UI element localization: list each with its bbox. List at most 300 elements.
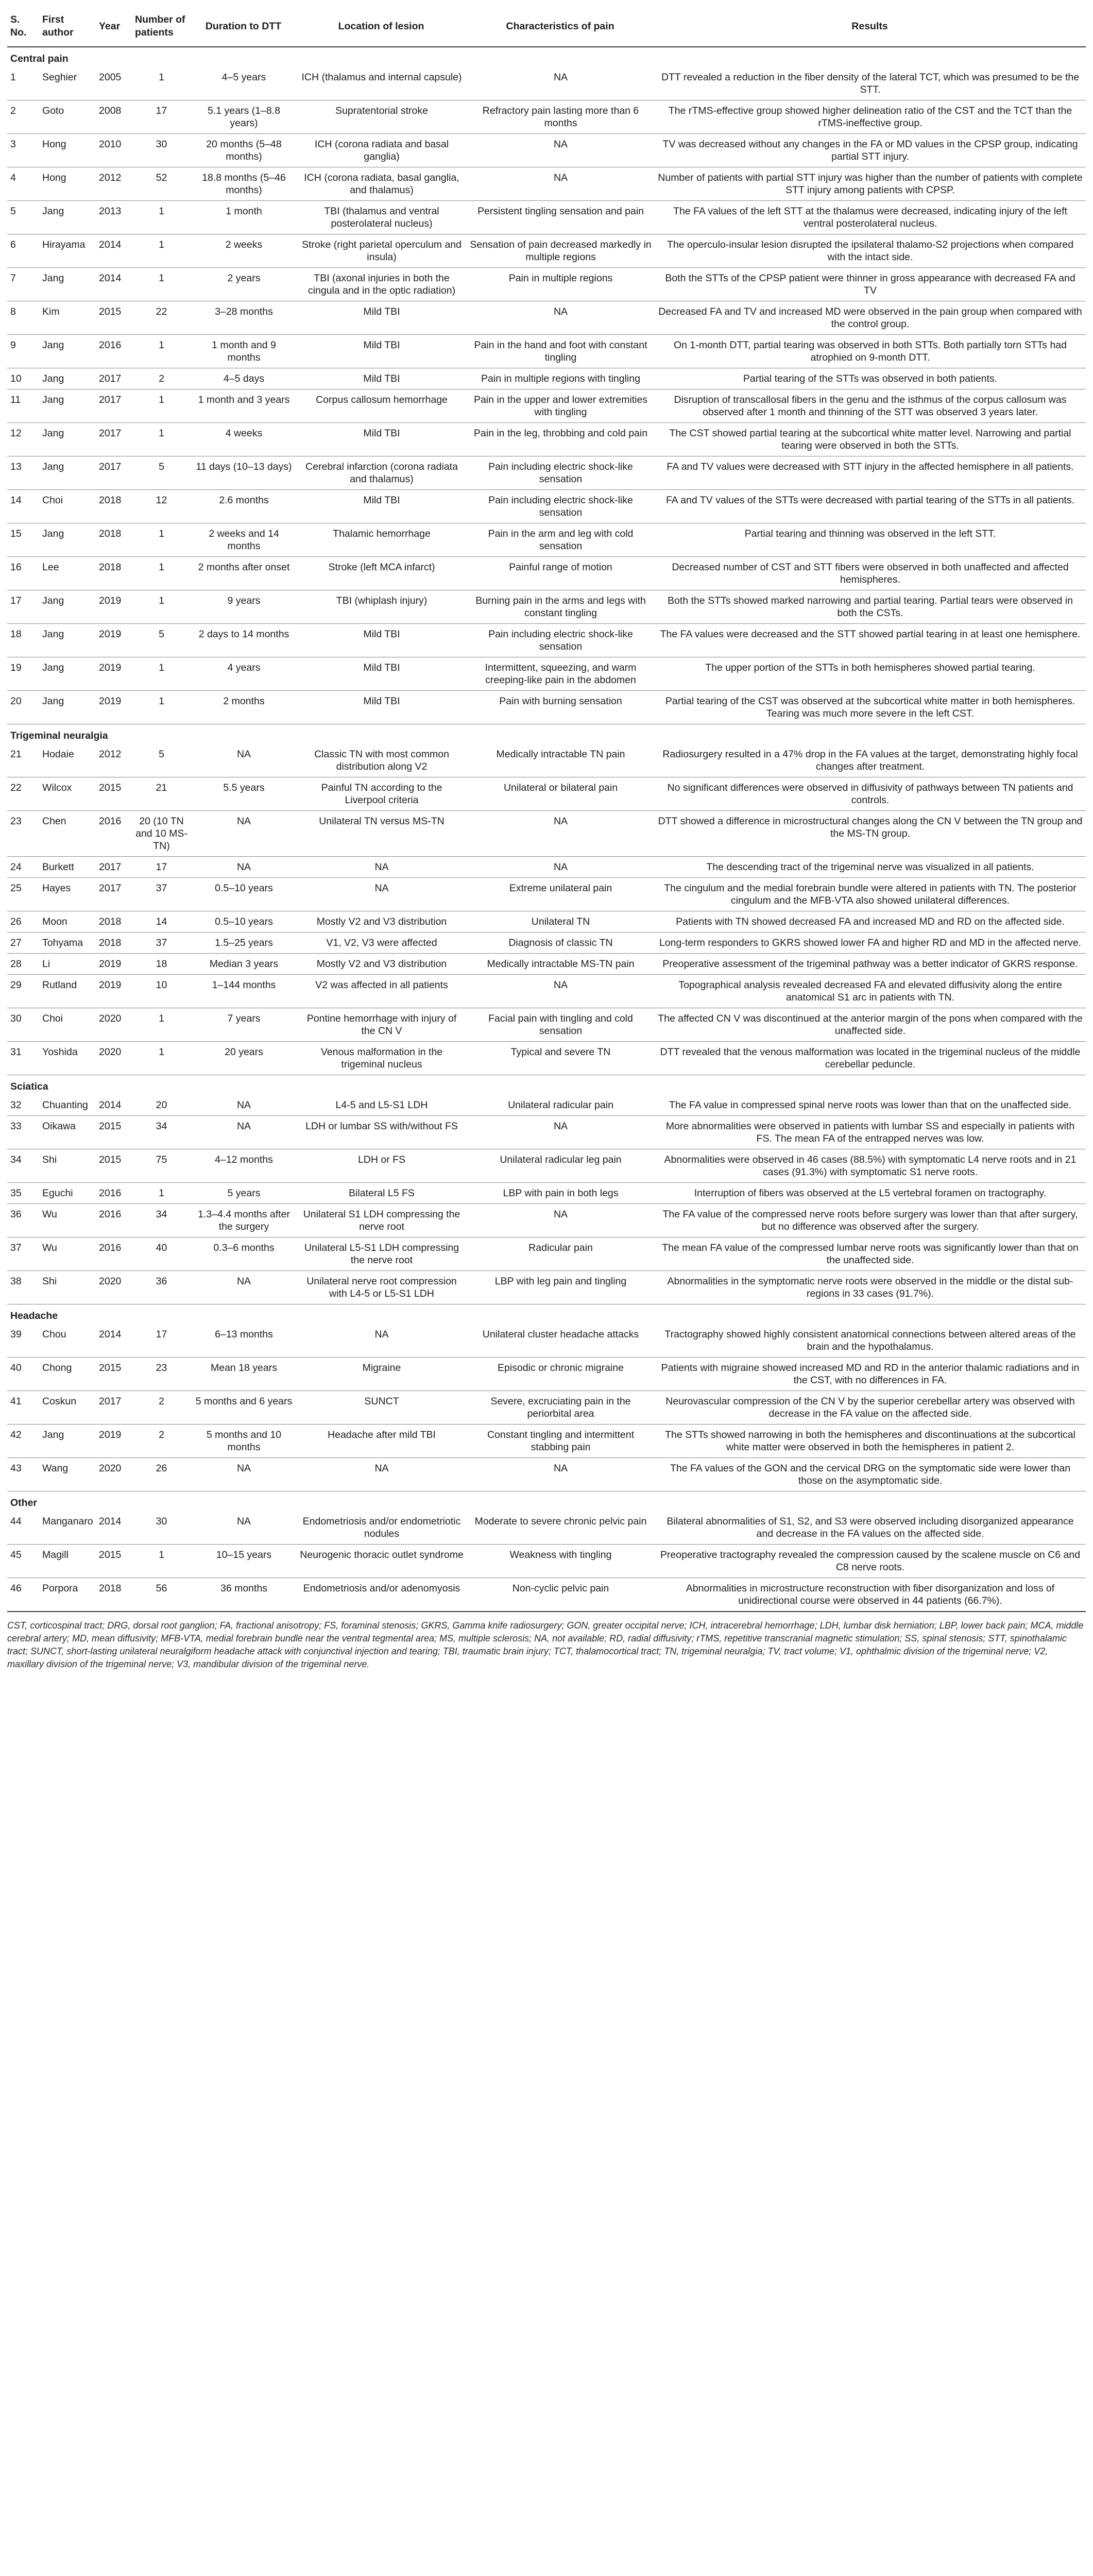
cell-characteristics: NA [467, 1458, 655, 1492]
cell-sno: 30 [7, 1008, 39, 1042]
cell-characteristics: Intermittent, squeezing, and warm creeping-like pain in the abdomen [467, 657, 655, 691]
cell-location: Mild TBI [297, 657, 467, 691]
cell-location: NA [297, 878, 467, 911]
cell-results: No significant differences were observed in diffusivity of pathways between TN patients and controls. [655, 777, 1086, 811]
table-row [7, 1324, 1086, 1358]
cell-first-author: Jang [39, 590, 96, 624]
cell-results: The CST showed partial tearing at the subcortical white matter level. Narrowing and partial tearing were observed in both the STTs. [655, 423, 1086, 456]
cell-duration: 1 month and 9 months [191, 335, 297, 368]
cell-sno: 25 [7, 878, 39, 911]
cell-number-of-patients: 34 [132, 1116, 191, 1149]
section-title: Central pain [10, 53, 69, 64]
cell-duration: 2.6 months [191, 490, 297, 523]
cell-results: Topographical analysis revealed decreased FA and elevated diffusivity along the entire anatomical S1 arc in patients with TN. [655, 975, 1086, 1008]
cell-sno: 22 [7, 777, 39, 811]
cell-number-of-patients: 2 [132, 368, 191, 389]
table-row [7, 67, 1086, 100]
cell-results: The descending tract of the trigeminal nerve was visualized in all patients. [655, 857, 1086, 878]
cell-sno: 2 [7, 100, 39, 134]
cell-year: 2019 [96, 1425, 132, 1458]
cell-first-author: Oikawa [39, 1116, 96, 1149]
cell-year: 2015 [96, 1116, 132, 1149]
cell-duration: 18.8 months (5–46 months) [191, 167, 297, 201]
cell-number-of-patients: 1 [132, 590, 191, 624]
cell-characteristics: Pain including electric shock-like sensation [467, 456, 655, 490]
cell-first-author: Rutland [39, 975, 96, 1008]
cell-location: Unilateral TN versus MS-TN [297, 811, 467, 857]
cell-results: Preoperative tractography revealed the compression caused by the scalene muscle on C6 and C8 nerve roots. [655, 1545, 1086, 1578]
cell-duration: 10–15 years [191, 1545, 297, 1578]
table-row [7, 268, 1086, 301]
cell-year: 2017 [96, 878, 132, 911]
section-title: Headache [10, 1310, 58, 1321]
cell-results: Preoperative assessment of the trigeminal pathway was a better indicator of GKRS response. [655, 954, 1086, 975]
table-row [7, 744, 1086, 777]
cell-location: Mostly V2 and V3 distribution [297, 954, 467, 975]
cell-location: TBI (whiplash injury) [297, 590, 467, 624]
cell-sno: 32 [7, 1095, 39, 1116]
cell-number-of-patients: 21 [132, 777, 191, 811]
cell-results: Patients with TN showed decreased FA and increased MD and RD on the affected side. [655, 911, 1086, 933]
cell-location: Stroke (left MCA infarct) [297, 557, 467, 590]
table-row [7, 301, 1086, 335]
cell-duration: 1.5–25 years [191, 933, 297, 954]
cell-duration: NA [191, 1458, 297, 1492]
cell-characteristics: LBP with pain in both legs [467, 1183, 655, 1204]
cell-location: Supratentorial stroke [297, 100, 467, 134]
cell-results: Tractography showed highly consistent anatomical connections between altered areas of the brain and the hypothalamus. [655, 1324, 1086, 1358]
cell-characteristics: Pain in the hand and foot with constant tingling [467, 335, 655, 368]
cell-duration: 5.1 years (1–8.8 years) [191, 100, 297, 134]
table-row [7, 975, 1086, 1008]
cell-location: Unilateral L5-S1 LDH compressing the nerve root [297, 1238, 467, 1271]
cell-year: 2017 [96, 389, 132, 423]
cell-duration: 4 years [191, 657, 297, 691]
table-row [7, 1095, 1086, 1116]
section-header-row [7, 1304, 1086, 1325]
cell-number-of-patients: 30 [132, 134, 191, 167]
cell-number-of-patients: 17 [132, 1324, 191, 1358]
table-row [7, 523, 1086, 557]
cell-sno: 36 [7, 1204, 39, 1238]
cell-year: 2008 [96, 100, 132, 134]
table-row [7, 857, 1086, 878]
cell-first-author: Manganaro [39, 1511, 96, 1545]
cell-characteristics: Pain including electric shock-like sensation [467, 490, 655, 523]
cell-duration: Median 3 years [191, 954, 297, 975]
cell-duration: 3–28 months [191, 301, 297, 335]
cell-sno: 11 [7, 389, 39, 423]
cell-year: 2014 [96, 268, 132, 301]
dtt-studies-table [7, 6, 1086, 1612]
section-title: Other [10, 1497, 38, 1509]
cell-location: Cerebral infarction (corona radiata and thalamus) [297, 456, 467, 490]
cell-results: The operculo-insular lesion disrupted the ipsilateral thalamo-S2 projections when compared with the intact side. [655, 234, 1086, 268]
cell-first-author: Tohyama [39, 933, 96, 954]
cell-characteristics: Weakness with tingling [467, 1545, 655, 1578]
cell-duration: NA [191, 1271, 297, 1304]
cell-duration: 4–5 years [191, 67, 297, 100]
table-row [7, 1425, 1086, 1458]
cell-first-author: Hirayama [39, 234, 96, 268]
cell-sno: 4 [7, 167, 39, 201]
cell-characteristics: Burning pain in the arms and legs with constant tingling [467, 590, 655, 624]
cell-characteristics: NA [467, 857, 655, 878]
table-row [7, 1183, 1086, 1204]
cell-number-of-patients: 23 [132, 1358, 191, 1391]
cell-duration: 1.3–4.4 months after the surgery [191, 1204, 297, 1238]
cell-year: 2016 [96, 1183, 132, 1204]
cell-first-author: Lee [39, 557, 96, 590]
cell-characteristics: NA [467, 134, 655, 167]
cell-number-of-patients: 1 [132, 557, 191, 590]
cell-results: Interruption of fibers was observed at the L5 vertebral foramen on tractography. [655, 1183, 1086, 1204]
cell-location: ICH (thalamus and internal capsule) [297, 67, 467, 100]
cell-number-of-patients: 1 [132, 67, 191, 100]
cell-first-author: Jang [39, 368, 96, 389]
cell-location: ICH (corona radiata and basal ganglia) [297, 134, 467, 167]
cell-location: Stroke (right parietal operculum and insula) [297, 234, 467, 268]
cell-sno: 19 [7, 657, 39, 691]
table-row [7, 368, 1086, 389]
cell-sno: 46 [7, 1578, 39, 1612]
cell-results: The FA values were decreased and the STT showed partial tearing in at least one hemisphere. [655, 624, 1086, 657]
cell-first-author: Choi [39, 490, 96, 523]
cell-year: 2019 [96, 975, 132, 1008]
table-row [7, 590, 1086, 624]
cell-year: 2019 [96, 590, 132, 624]
cell-characteristics: Persistent tingling sensation and pain [467, 201, 655, 234]
col-header-sno: S. No. [7, 6, 39, 47]
cell-first-author: Chen [39, 811, 96, 857]
cell-sno: 3 [7, 134, 39, 167]
table-row [7, 1042, 1086, 1075]
cell-characteristics: Constant tingling and intermittent stabbing pain [467, 1425, 655, 1458]
cell-first-author: Shi [39, 1149, 96, 1183]
cell-year: 2017 [96, 857, 132, 878]
cell-number-of-patients: 1 [132, 335, 191, 368]
cell-sno: 5 [7, 201, 39, 234]
cell-location: Venous malformation in the trigeminal nucleus [297, 1042, 467, 1075]
cell-first-author: Wilcox [39, 777, 96, 811]
cell-characteristics: Unilateral TN [467, 911, 655, 933]
cell-year: 2018 [96, 1578, 132, 1612]
cell-characteristics: Medically intractable MS-TN pain [467, 954, 655, 975]
table-row [7, 134, 1086, 167]
cell-year: 2019 [96, 657, 132, 691]
cell-duration: 20 years [191, 1042, 297, 1075]
cell-sno: 6 [7, 234, 39, 268]
cell-number-of-patients: 30 [132, 1511, 191, 1545]
cell-number-of-patients: 1 [132, 423, 191, 456]
cell-results: The affected CN V was discontinued at the anterior margin of the pons when compared with the unaffected side. [655, 1008, 1086, 1042]
cell-sno: 9 [7, 335, 39, 368]
table-row [7, 1358, 1086, 1391]
cell-results: The cingulum and the medial forebrain bundle were altered in patients with TN. The posterior cingulum and the MFB-VTA also showed unilateral differences. [655, 878, 1086, 911]
cell-characteristics: NA [467, 1204, 655, 1238]
cell-number-of-patients: 26 [132, 1458, 191, 1492]
cell-sno: 39 [7, 1324, 39, 1358]
cell-first-author: Kim [39, 301, 96, 335]
cell-characteristics: Unilateral radicular pain [467, 1095, 655, 1116]
cell-duration: 0.3–6 months [191, 1238, 297, 1271]
cell-sno: 13 [7, 456, 39, 490]
cell-sno: 37 [7, 1238, 39, 1271]
cell-characteristics: Sensation of pain decreased markedly in multiple regions [467, 234, 655, 268]
cell-duration: NA [191, 811, 297, 857]
cell-sno: 29 [7, 975, 39, 1008]
cell-duration: 5 months and 10 months [191, 1425, 297, 1458]
table-row [7, 624, 1086, 657]
cell-characteristics: Severe, excruciating pain in the periorbital area [467, 1391, 655, 1425]
cell-first-author: Jang [39, 624, 96, 657]
cell-first-author: Chong [39, 1358, 96, 1391]
cell-location: L4-5 and L5-S1 LDH [297, 1095, 467, 1116]
cell-location: Unilateral nerve root compression with L4-5 or L5-S1 LDH [297, 1271, 467, 1304]
table-row [7, 657, 1086, 691]
table-row [7, 557, 1086, 590]
table-row [7, 1545, 1086, 1578]
cell-year: 2017 [96, 368, 132, 389]
cell-sno: 15 [7, 523, 39, 557]
cell-results: The FA values of the left STT at the thalamus were decreased, indicating injury of the left ventral posterolateral nucleus. [655, 201, 1086, 234]
cell-first-author: Shi [39, 1271, 96, 1304]
cell-characteristics: Pain in the arm and leg with cold sensation [467, 523, 655, 557]
cell-year: 2014 [96, 234, 132, 268]
cell-first-author: Jang [39, 1425, 96, 1458]
cell-number-of-patients: 17 [132, 100, 191, 134]
cell-year: 2019 [96, 691, 132, 724]
cell-duration: 9 years [191, 590, 297, 624]
cell-year: 2018 [96, 523, 132, 557]
cell-characteristics: Facial pain with tingling and cold sensation [467, 1008, 655, 1042]
section-header-row [7, 1492, 1086, 1512]
cell-sno: 26 [7, 911, 39, 933]
cell-year: 2019 [96, 624, 132, 657]
cell-sno: 1 [7, 67, 39, 100]
cell-results: DTT showed a difference in microstructural changes along the CN V between the TN group and the MS-TN group. [655, 811, 1086, 857]
cell-number-of-patients: 36 [132, 1271, 191, 1304]
cell-results: Bilateral abnormalities of S1, S2, and S3 were observed including disorganized appearance and decrease in the FA values on the affected side. [655, 1511, 1086, 1545]
cell-characteristics: Diagnosis of classic TN [467, 933, 655, 954]
cell-characteristics: NA [467, 811, 655, 857]
cell-number-of-patients: 5 [132, 624, 191, 657]
cell-characteristics: Unilateral cluster headache attacks [467, 1324, 655, 1358]
cell-sno: 16 [7, 557, 39, 590]
table-row [7, 1578, 1086, 1612]
cell-number-of-patients: 5 [132, 456, 191, 490]
cell-characteristics: NA [467, 1116, 655, 1149]
cell-number-of-patients: 34 [132, 1204, 191, 1238]
cell-sno: 14 [7, 490, 39, 523]
cell-year: 2016 [96, 811, 132, 857]
cell-duration: 5.5 years [191, 777, 297, 811]
cell-first-author: Choi [39, 1008, 96, 1042]
cell-results: Abnormalities in microstructure reconstruction with fiber disorganization and loss of unidirectional course were observed in 44 patients (66.7%). [655, 1578, 1086, 1612]
cell-location: TBI (axonal injuries in both the cingula and in the optic radiation) [297, 268, 467, 301]
cell-location: Mostly V2 and V3 distribution [297, 911, 467, 933]
cell-year: 2014 [96, 1511, 132, 1545]
cell-location: Painful TN according to the Liverpool criteria [297, 777, 467, 811]
cell-year: 2016 [96, 1238, 132, 1271]
cell-results: On 1-month DTT, partial tearing was observed in both STTs. Both partially torn STTs had atrophied on 9-month DTT. [655, 335, 1086, 368]
cell-characteristics: Unilateral radicular leg pain [467, 1149, 655, 1183]
cell-first-author: Jang [39, 268, 96, 301]
cell-characteristics: Pain in multiple regions with tingling [467, 368, 655, 389]
cell-number-of-patients: 2 [132, 1425, 191, 1458]
cell-number-of-patients: 12 [132, 490, 191, 523]
cell-results: Patients with migraine showed increased MD and RD in the anterior thalamic radiations and in the CST, with no differences in FA. [655, 1358, 1086, 1391]
cell-results: Abnormalities in the symptomatic nerve roots were observed in the middle or the distal sub-regions in 33 cases (91.7%). [655, 1271, 1086, 1304]
cell-duration: 4 weeks [191, 423, 297, 456]
cell-number-of-patients: 10 [132, 975, 191, 1008]
table-row [7, 201, 1086, 234]
cell-characteristics: Refractory pain lasting more than 6 months [467, 100, 655, 134]
cell-first-author: Wu [39, 1204, 96, 1238]
cell-number-of-patients: 56 [132, 1578, 191, 1612]
table-row [7, 1149, 1086, 1183]
cell-sno: 44 [7, 1511, 39, 1545]
cell-sno: 34 [7, 1149, 39, 1183]
cell-year: 2015 [96, 301, 132, 335]
col-header-first-author: First author [39, 6, 96, 47]
cell-year: 2017 [96, 1391, 132, 1425]
col-header-results: Results [655, 6, 1086, 47]
table-row [7, 1391, 1086, 1425]
cell-results: Number of patients with partial STT injury was higher than the number of patients with complete STT injury among patients with CPSP. [655, 167, 1086, 201]
cell-year: 2014 [96, 1095, 132, 1116]
cell-location: Neurogenic thoracic outlet syndrome [297, 1545, 467, 1578]
cell-results: Partial tearing of the STTs was observed in both patients. [655, 368, 1086, 389]
cell-characteristics: LBP with leg pain and tingling [467, 1271, 655, 1304]
cell-number-of-patients: 5 [132, 744, 191, 777]
cell-number-of-patients: 1 [132, 1545, 191, 1578]
cell-characteristics: NA [467, 301, 655, 335]
cell-first-author: Magill [39, 1545, 96, 1578]
cell-number-of-patients: 18 [132, 954, 191, 975]
cell-duration: 5 months and 6 years [191, 1391, 297, 1425]
cell-number-of-patients: 1 [132, 523, 191, 557]
table-footnote: CST, corticospinal tract; DRG, dorsal root ganglion; FA, fractional anisotropy; FS, foraminal stenosis; GKRS, Gamma knife radiosurgery; GON, greater occipital nerve; ICH, intracerebral hemorrhage; LDH, lumbar disk herniation; LBP, lower back pain; MCA, middle cerebral artery; MD, mean diffusivity; MFB-VTA, medial forebrain bundle near the ventral tegmental area; MS, multiple sclerosis; NA, not available; RD, radial diffusivity; rTMS, repetitive transcranial magnetic stimulation; SS, spinal stenosis; STT, spinothalamic tract; SUNCT, short-lasting unilateral neuralgiform headache attack with conjunctival injection and tearing; TBI, traumatic brain injury; TCT, thalamocortical tract; TN, trigeminal neuralgia; TV, tract volume; V1, ophthalmic division of the trigeminal nerve; V2, maxillary division of the trigeminal nerve; V3, mandibular division of the trigeminal nerve. [7, 1620, 1084, 1669]
cell-number-of-patients: 20 [132, 1095, 191, 1116]
cell-first-author: Jang [39, 523, 96, 557]
cell-location: Classic TN with most common distribution along V2 [297, 744, 467, 777]
cell-number-of-patients: 75 [132, 1149, 191, 1183]
cell-sno: 28 [7, 954, 39, 975]
cell-location: SUNCT [297, 1391, 467, 1425]
cell-number-of-patients: 1 [132, 657, 191, 691]
cell-results: DTT revealed that the venous malformation was located in the trigeminal nucleus of the middle cerebellar peduncle. [655, 1042, 1086, 1075]
cell-results: Partial tearing and thinning was observed in the left STT. [655, 523, 1086, 557]
cell-first-author: Jang [39, 201, 96, 234]
cell-duration: 2 days to 14 months [191, 624, 297, 657]
table-row [7, 777, 1086, 811]
cell-duration: NA [191, 1095, 297, 1116]
cell-characteristics: Pain with burning sensation [467, 691, 655, 724]
cell-first-author: Chuanting [39, 1095, 96, 1116]
cell-year: 2018 [96, 557, 132, 590]
cell-sno: 23 [7, 811, 39, 857]
cell-number-of-patients: 2 [132, 1391, 191, 1425]
cell-first-author: Goto [39, 100, 96, 134]
table-row [7, 456, 1086, 490]
table-row [7, 1511, 1086, 1545]
cell-first-author: Jang [39, 657, 96, 691]
cell-characteristics: Episodic or chronic migraine [467, 1358, 655, 1391]
cell-location: Mild TBI [297, 301, 467, 335]
cell-sno: 45 [7, 1545, 39, 1578]
cell-first-author: Moon [39, 911, 96, 933]
table-container [7, 6, 1086, 1671]
cell-first-author: Wang [39, 1458, 96, 1492]
cell-duration: NA [191, 744, 297, 777]
table-row [7, 933, 1086, 954]
cell-characteristics: Unilateral or bilateral pain [467, 777, 655, 811]
cell-results: Disruption of transcallosal fibers in the genu and the isthmus of the corpus callosum was observed after 1 month and thinning of the STT was observed 3 years later. [655, 389, 1086, 423]
cell-number-of-patients: 1 [132, 201, 191, 234]
cell-location: Mild TBI [297, 691, 467, 724]
cell-duration: 7 years [191, 1008, 297, 1042]
cell-sno: 41 [7, 1391, 39, 1425]
cell-year: 2015 [96, 1358, 132, 1391]
cell-first-author: Porpora [39, 1578, 96, 1612]
cell-sno: 33 [7, 1116, 39, 1149]
cell-year: 2016 [96, 335, 132, 368]
cell-duration: NA [191, 1116, 297, 1149]
cell-first-author: Jang [39, 335, 96, 368]
table-row [7, 1458, 1086, 1492]
cell-duration: 0.5–10 years [191, 911, 297, 933]
cell-location: NA [297, 1458, 467, 1492]
section-title: Sciatica [10, 1081, 48, 1092]
cell-first-author: Jang [39, 691, 96, 724]
cell-location: NA [297, 857, 467, 878]
cell-sno: 7 [7, 268, 39, 301]
cell-results: Both the STTs showed marked narrowing and partial tearing. Partial tears were observed in both the CSTs. [655, 590, 1086, 624]
table-row [7, 1238, 1086, 1271]
table-row [7, 1008, 1086, 1042]
cell-number-of-patients: 1 [132, 691, 191, 724]
cell-first-author: Jang [39, 389, 96, 423]
section-header-row [7, 47, 1086, 67]
cell-duration: 4–5 days [191, 368, 297, 389]
col-header-duration: Duration to DTT [191, 6, 297, 47]
cell-number-of-patients: 1 [132, 268, 191, 301]
table-row [7, 234, 1086, 268]
cell-characteristics: Non-cyclic pelvic pain [467, 1578, 655, 1612]
cell-year: 2019 [96, 954, 132, 975]
cell-location: Mild TBI [297, 423, 467, 456]
cell-year: 2017 [96, 423, 132, 456]
cell-location: Unilateral S1 LDH compressing the nerve root [297, 1204, 467, 1238]
cell-sno: 12 [7, 423, 39, 456]
table-row [7, 1204, 1086, 1238]
cell-year: 2014 [96, 1324, 132, 1358]
cell-characteristics: Extreme unilateral pain [467, 878, 655, 911]
cell-number-of-patients: 1 [132, 1008, 191, 1042]
section-title: Trigeminal neuralgia [10, 730, 108, 741]
table-row [7, 335, 1086, 368]
cell-characteristics: Moderate to severe chronic pelvic pain [467, 1511, 655, 1545]
table-row [7, 1116, 1086, 1149]
cell-duration: 1–144 months [191, 975, 297, 1008]
cell-location: V2 was affected in all patients [297, 975, 467, 1008]
section-header-row [7, 724, 1086, 744]
cell-year: 2015 [96, 1149, 132, 1183]
table-row [7, 811, 1086, 857]
cell-year: 2018 [96, 490, 132, 523]
table-body [7, 47, 1086, 1612]
